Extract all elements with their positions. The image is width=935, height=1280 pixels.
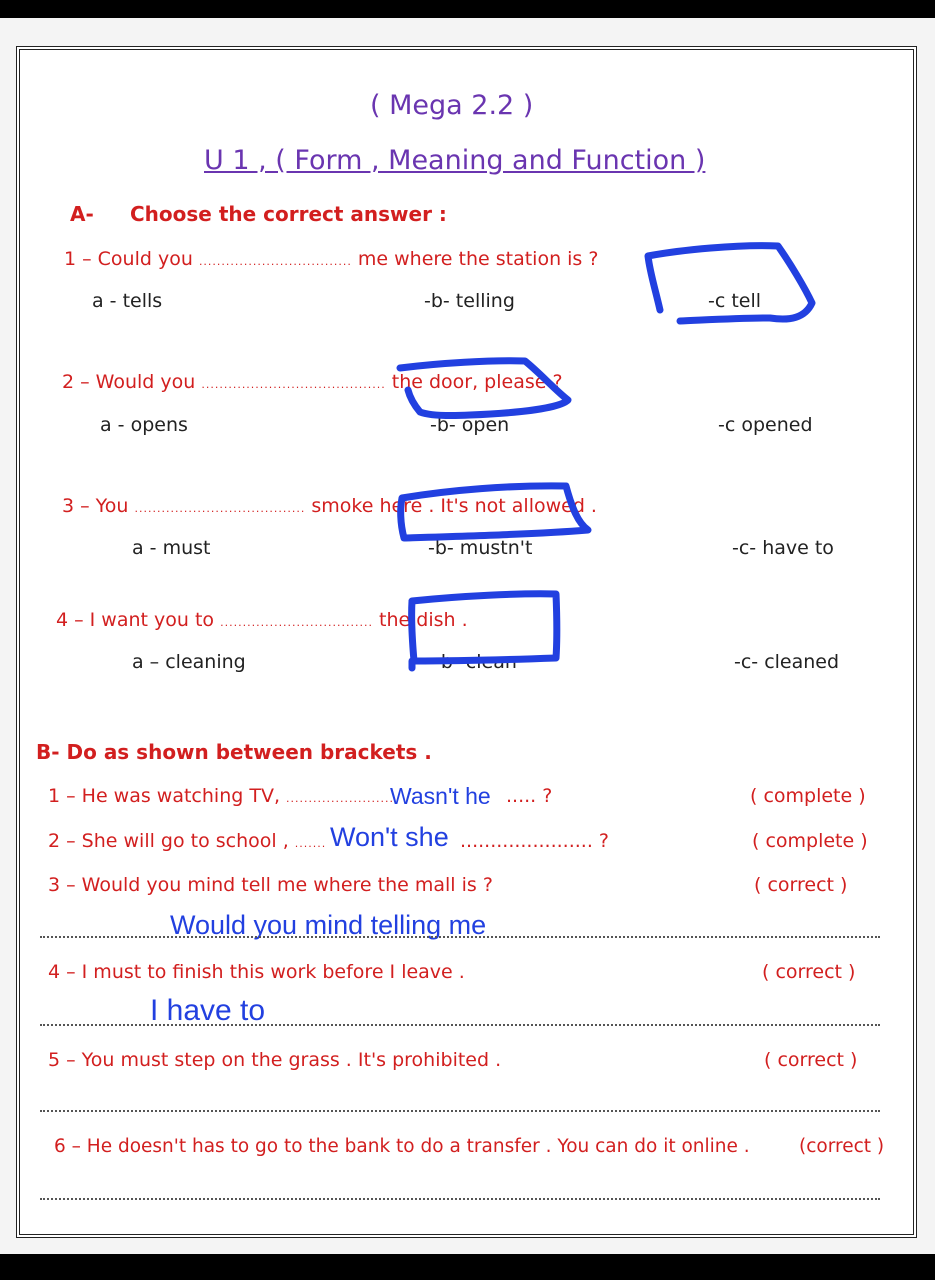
q1-option-b: -b- telling [424, 290, 515, 312]
question-4-rest: the dish . [379, 609, 468, 631]
q2-answer-circle [400, 361, 568, 416]
item-4-text: 4 – I must to finish this work before I leave . [48, 961, 465, 983]
item-1-text: 1 – He was watching TV, [48, 785, 280, 807]
item-1-blank-end: ..... ? [506, 785, 553, 807]
question-4-blank: .................................. [220, 616, 373, 629]
question-1-rest: me where the station is ? [357, 248, 599, 270]
question-2-rest: the door, please ? [391, 371, 563, 393]
item-3-text: 3 – Would you mind tell me where the mall is ? [48, 874, 493, 896]
item-6-tag: (correct ) [799, 1136, 885, 1157]
worksheet-subtitle: U 1 , ( Form , Meaning and Function ) [204, 145, 706, 176]
item-4-handwritten-answer: I have to [150, 994, 266, 1027]
q1-answer-circle [648, 246, 812, 321]
question-1-text: 1 – Could you [64, 248, 193, 270]
item-1-tag: ( complete ) [750, 785, 866, 807]
item-2-blank-end: ...................... ? [460, 830, 609, 852]
q3-answer-circle [401, 486, 588, 538]
q3-option-b: -b- mustn't [428, 537, 533, 559]
q3-option-a: a - must [132, 537, 211, 559]
item-2-text: 2 – She will go to school , [48, 830, 289, 852]
q4-option-c: -c- cleaned [734, 651, 840, 673]
question-2-text: 2 – Would you [62, 371, 196, 393]
q2-option-c: -c opened [718, 414, 813, 436]
q2-option-b: -b- open [430, 414, 510, 436]
item-2-blank: ....... [294, 837, 327, 850]
item-4-tag: ( correct ) [762, 961, 856, 983]
item-5-text: 5 – You must step on the grass . It's prohibited . [48, 1049, 502, 1071]
question-2-blank: ......................................... [201, 378, 386, 391]
item-3-tag: ( correct ) [754, 874, 848, 896]
section-a-heading: Choose the correct answer : [130, 202, 447, 226]
question-1-blank: .................................. [198, 255, 352, 268]
q1-option-c: -c tell [708, 290, 762, 312]
item-2-handwritten-answer: Won't she [330, 822, 449, 852]
section-b-heading: B- Do as shown between brackets . [36, 740, 432, 764]
question-3-blank: ...................................... [134, 502, 306, 515]
q3-option-c: -c- have to [732, 537, 834, 559]
q2-option-a: a - opens [100, 414, 188, 436]
worksheet-title: ( Mega 2.2 ) [370, 90, 534, 121]
q4-answer-circle [412, 594, 557, 668]
worksheet-page [0, 18, 935, 1254]
item-2-tag: ( complete ) [752, 830, 868, 852]
q4-option-b: -b- clean [434, 651, 517, 673]
item-1-blank: ........................ [286, 792, 394, 805]
item-6-text: 6 – He doesn't has to go to the bank to do a transfer . You can do it online . [54, 1136, 750, 1157]
item-1-handwritten-answer: Wasn't he [390, 783, 491, 809]
item-5-tag: ( correct ) [764, 1049, 858, 1071]
q4-option-a: a – cleaning [132, 651, 246, 673]
question-3-rest: smoke here . It's not allowed . [311, 495, 597, 517]
item-3-handwritten-answer: Would you mind telling me [170, 910, 487, 940]
handwritten-marks [0, 18, 935, 1254]
question-4-text: 4 – I want you to [56, 609, 215, 631]
question-3-text: 3 – You [62, 495, 129, 517]
section-a-letter: A- [70, 202, 94, 226]
q1-option-a: a - tells [92, 290, 163, 312]
